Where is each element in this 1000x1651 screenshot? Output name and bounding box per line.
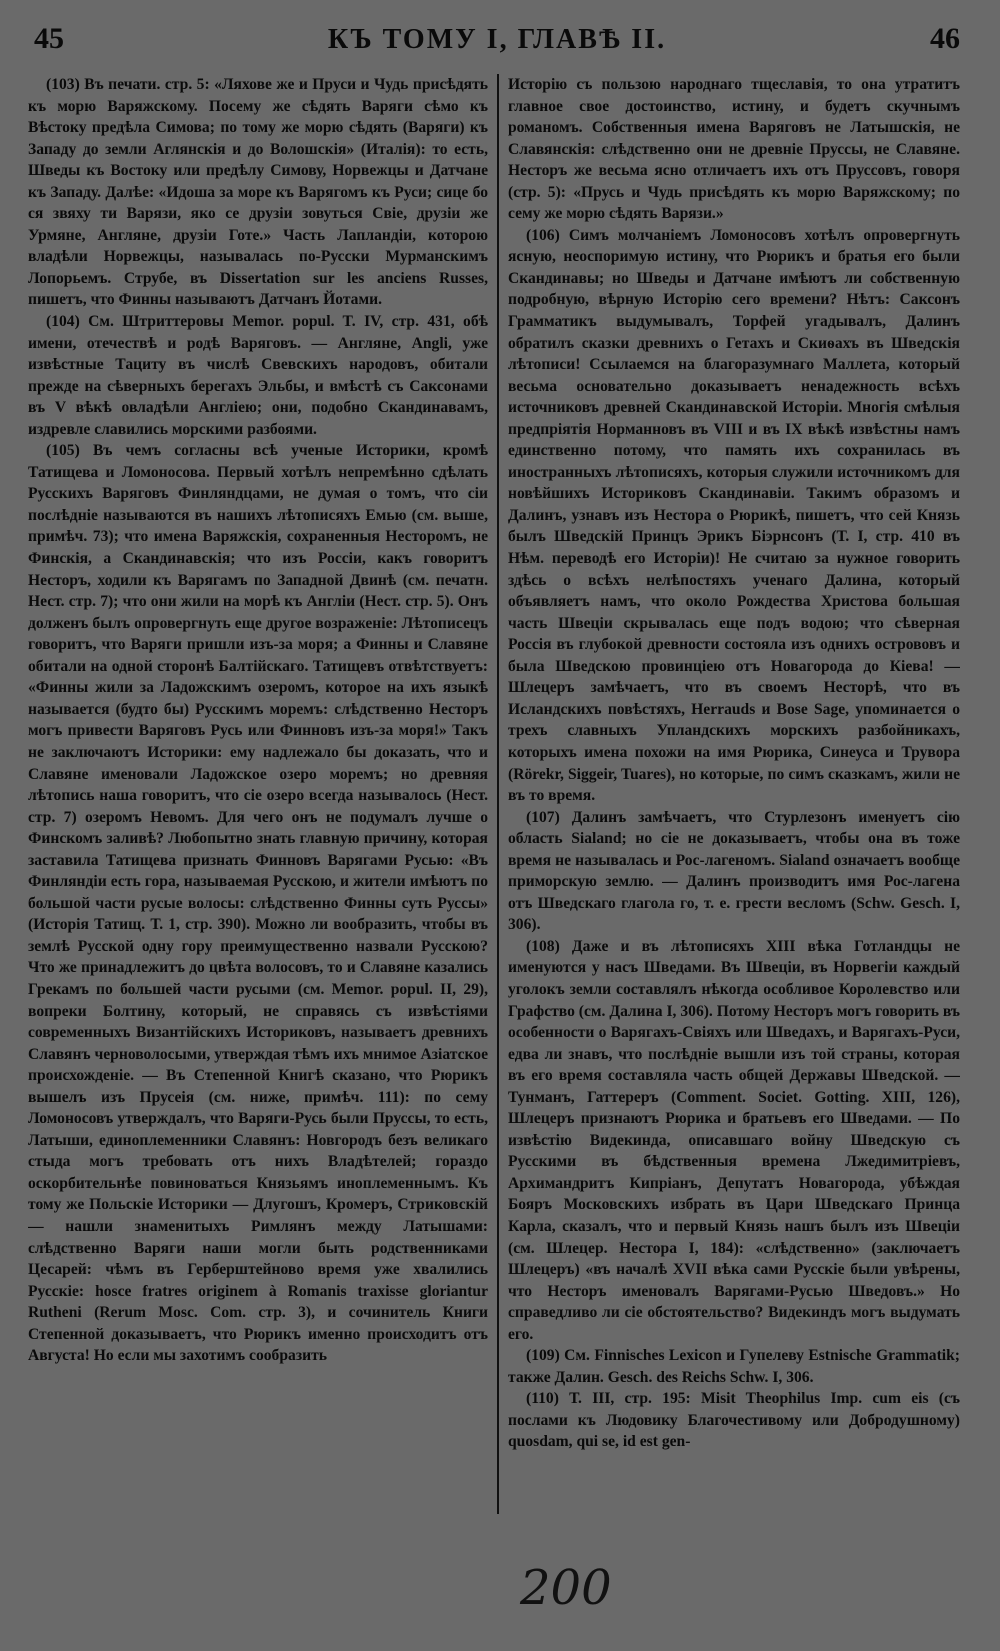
- footnote-107: (107) Далинъ замѣчаетъ, что Стурлезонъ именуетъ сію область Sialand; но сіе не доказываетъ, чтобы она въ тоже время не называлась и Рос-лагеномъ. Sialand означаетъ вообще приморскую землю. — Далинъ производитъ имя Рос-лагена отъ Шведскаго глагола го, т. е. грести весломъ (Schw. Gesch. I, 306).: [508, 808, 960, 934]
- page-number-right: 46: [930, 22, 960, 55]
- right-column: [508, 74, 960, 1552]
- handwritten-page-note: [520, 1560, 612, 1630]
- footnote-103: (103) Въ печати. стр. 5: «Ляхове же и Пруси и Чудь присѣдять къ морю Варяжскому. Посему же сѣдять Варяги сѣмо къ Вѣстоку предѣла Симова; по тому же морю сѣдять (Варяги) къ Западу до земли Аглянскія и до Волошскія» (Италія): то есть, Шведы къ Востоку или предѣлу Симову, Норвежцы и Датчане къ Западу. Далѣе: «Идоша за море къ Варягомъ къ Руси; сице бо ся звяху ти Варязи, яко се друзіи зовуться Свіе, друзіи же Урмяне, Англяне, друзіи Готе.» Часть Лапландіи, которою владѣли Норвежцы, называлась по-Русски Мурманскимъ Лопорьемъ. Струбе, въ Dissertation sur les anciens Russes, пишетъ, что Финны называютъ Датчанъ Йотами.: [28, 76, 488, 309]
- footnote-105-continued: Исторію съ пользою народнаго тщеславія, то она утратитъ главное свое достоинство, истину, и будетъ скучнымъ романомъ. Собственныя имена Варяговъ не Латышскія, не Славянскія: слѣдственно они не древніе Пруссы, не Славяне. Несторъ же весьма ясно отличаетъ ихъ отъ Пруссовъ, говоря (стр. 5): «Прусь и Чудь присѣдять къ морю Варяжскому; по сему же морю сѣдять Варязи.»: [508, 76, 960, 223]
- footnote-109: (109) См. Finnisches Lexicon и Гупелеву Estnische Grammatik; также Далин. Gesch. des Reichs Schw. I, 306.: [508, 1347, 960, 1386]
- page-number-left: 45: [34, 22, 64, 55]
- column-divider: [497, 74, 499, 1514]
- footnote-106: (106) Симъ молчаніемъ Ломоносовъ хотѣлъ опровергнуть ясную, неоспоримую истину, что Рюрикъ и братья его были Скандинавы; но Шведы и Датчане имѣютъ ли собственную подробную, вѣрную Исторію сего времени? Нѣтъ: Саксонъ Грамматикъ выдумывалъ, Торфей угадывалъ, Далинъ обратилъ сказки древнихъ о Гетахъ и Скиѳахъ въ Шведскія лѣтописи! Ссылаемся на благоразумнаго Маллета, который весьма основательно доказываетъ ненадежность всѣхъ источниковъ древней Скандинавской Исторіи. Многія смѣлыя предпріятія Норманновъ въ VIII и въ IX вѣкѣ извѣстны намъ единственно потому, что память ихъ сохранилась въ иностранныхъ лѣтописяхъ, которыя служили источникомъ для новѣйшихъ Историковъ Скандинавіи. Такимъ образомъ и Далинъ, узнавъ изъ Нестора о Рюрикѣ, пишетъ, что сей Князь былъ Шведскій Принцъ Эрикъ Біэрнсонъ (Т. I, стр. 410 въ Нѣм. переводѣ его Исторіи)! Не считаю за нужное говорить здѣсь о всѣхъ нелѣпостяхъ ученаго Далина, который объявляетъ намъ, что около Рождества Христова большая часть Швеціи скрывалась еще подъ водою; что сѣверная Россія въ глубокой древности состояла изъ однихъ острововъ и была Шведскою провинціею отъ Новагорода до Кіева! — Шлецеръ замѣчаетъ, что въ своемъ Несторѣ, что въ Исландскихъ повѣстяхъ, Herrauds и Bose Sage, упоминается о трехъ славныхъ Упландскихъ морскихъ разбойникахъ, которыхъ имена похожи на имя Рюрика, Синеуса и Трувора (Rörekr, Siggeir, Tuares), но которые, по симъ сказкамъ, жили не въ то время.: [508, 226, 960, 805]
- handwritten-number: 200: [520, 1560, 612, 1616]
- footnote-104: (104) См. Штриттеровы Memor. popul. T. IV, стр. 431, обѣ имени, отечествѣ и родѣ Варяговъ. — Англяне, Angli, уже извѣстные Тациту въ числѣ Свевскихъ народовъ, обитали прежде на сѣверныхъ берегахъ Эльбы, и вмѣстѣ съ Саксонами въ V вѣкѣ овладѣли Англіею; они, подобно Скандинавамъ, издревле славились морскими разбоями.: [28, 313, 488, 438]
- left-column: [28, 74, 488, 1552]
- running-title: КЪ ТОМУ I, ГЛАВѢ II.: [327, 24, 667, 55]
- footnote-105: (105) Въ чемъ согласны всѣ ученые Историки, кромѣ Татищева и Ломоносова. Первый хотѣлъ непремѣнно сдѣлать Русскихъ Варяговъ Финляндцами, не думая о томъ, что сіи послѣдніе называются въ нашихъ лѣтописяхъ Емью (см. выше, примѣч. 73); что имена Варяжскія, сохраненныя Несторомъ, не Финскія, а Скандинавскія; что изъ Россіи, какъ говоритъ Несторъ, ходили къ Варягамъ по Западной Двинѣ (см. печатн. Нест. стр. 7); что они жили на морѣ къ Англіи (Нест. стр. 5). Онъ долженъ былъ опровергнуть еще другое возраженіе: Лѣтописецъ говоритъ, что Варяги пришли изъ-за моря; а Финны и Славяне обитали на одной сторонѣ Балтійскаго. Татищевъ отвѣтствуетъ: «Финны жили за Ладожскимъ озеромъ, которое на ихъ языкѣ называется (будто бы) Русскимъ моремъ: слѣдственно Несторъ могъ привести Варяговъ Русь или Финновъ изъ-за моря!» Такъ не заключаютъ Историки: ему надлежало бы доказать, что и Славяне именовали Ладожское озеро моремъ; но древняя лѣтопись наша говоритъ, что сіе озеро всегда называлось (Нест. стр. 7) озеромъ Невомъ. Для чего онъ не подумалъ лучше о Финскомъ заливѣ? Любопытно знать главную причину, которая заставила Татищева признать Финновъ Варягами Русью: «Въ Финляндіи есть гора, называемая Русскою, и жители имѣютъ по большой части русые волосы: слѣдственно Финны суть Руссы» (Исторія Татищ. Т. 1, стр. 390). Можно ли вообразить, чтобы въ землѣ Русской одну гору преимущественно назвали Русскою? Что же принадлежитъ до цвѣта волосовъ, то и Славяне казались Грекамъ по большей части русыми (см. Memor. popul. II, 29), вопреки Болтину, который, не справясь съ извѣстіями современныхъ Византійскихъ Историковъ, называетъ древнихъ Славянъ черноволосыми, утверждая тѣмъ ихъ мнимое Азіатское происхожденіе. — Въ Степенной Книгѣ сказано, что Рюрикъ вышелъ изъ Прусеія (см. ниже, примѣч. 111): по сему Ломоносовъ утверждалъ, что Варяги-Русь были Пруссы, то есть, Латыши, единоплеменники Славянъ: Новгородъ безъ великаго стыда могъ требовать отъ нихъ Владѣтелей; гораздо оскорбительнѣе повиноваться Князьямъ иноплеменнымъ. Къ тому же Польскіе Историки — Длугошъ, Кромеръ, Стриковскій — нашли знаменитыхъ Римлянъ между Латышами: слѣдственно Варяги наши могли быть родственниками Цесарей: чѣмъ въ Герберштейновo время уже хвалились Русскіе: hosce fratres originem à Romanis traxisse gloriantur Rutheni (Rerum Mosc. Com. стр. 3), и сочинитель Книги Степенной доказываетъ, что Рюрикъ именно происходитъ отъ Августа! Но если мы захотимъ сообразить: [28, 442, 488, 1365]
- footnote-108: (108) Даже и въ лѣтописяхъ XIII вѣка Готландцы не именуются у насъ Шведами. Въ Швеціи, въ Норвегіи каждый уголокъ земли составлялъ нѣкогда особливое Королевство или Графство (см. Далина I, 306). Потому Несторъ могъ говорить въ особенности о Варягахъ-Свіяхъ или Шведахъ, и Варягахъ-Руси, едва ли знавъ, что послѣдніе вышли изъ той страны, которая въ его время составляла часть общей Державы Шведской. — Тунманъ, Гаттереръ (Comment. Societ. Gotting. XIII, 126), Шлецеръ признаютъ Рюрика и братьевъ его Шведами. — По извѣстію Видекинда, описавшаго войну Шведскую съ Русскими въ бѣдственныя времена Лжедимитріевъ, Архимандритъ Кипріанъ, Депутатъ Новагорода, убѣждая Бояръ Московскихъ избрать въ Цари Шведскаго Принца Карла, сказалъ, что и первый Князь нашъ былъ изъ Швеціи (см. Шлецер. Нестора I, 184): «слѣдственно» (заключаетъ Шлецеръ) «въ началѣ XVII вѣка сами Русскіе были увѣрены, что Несторъ именовалъ Варягами-Русью Шведовъ.» Но справедливо ли сіе обстоятельство? Видекиндъ могъ выдумать его.: [508, 937, 960, 1343]
- footnote-110: (110) Т. III, стр. 195: Misit Theophilus Imp. cum eis (съ послами къ Людовику Благочестивому или Добродушному) quosdam, qui se, id est gen-: [508, 1390, 960, 1451]
- page-header: [34, 22, 960, 62]
